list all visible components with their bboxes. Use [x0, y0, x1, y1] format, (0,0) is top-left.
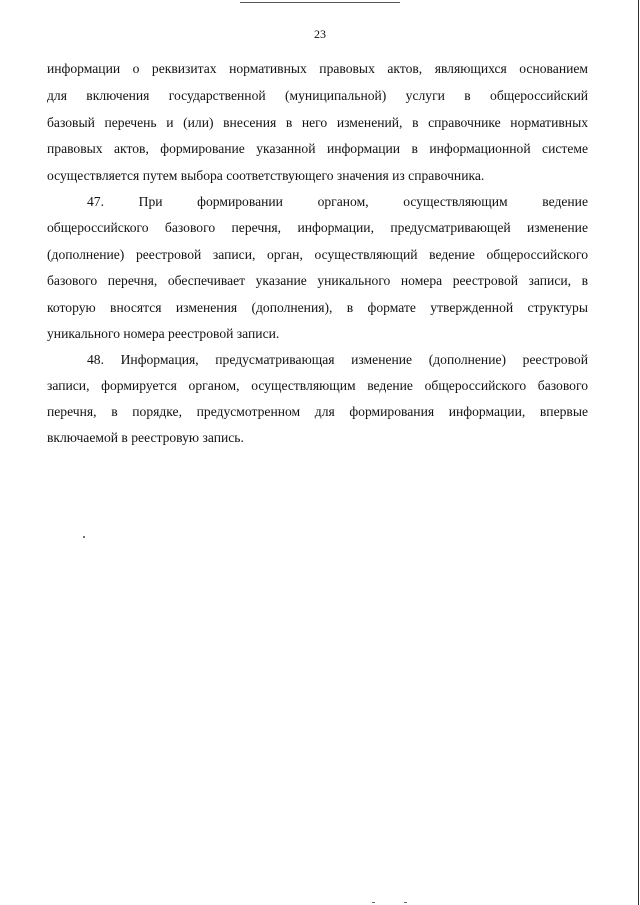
scan-speck-bottom [404, 902, 407, 903]
scan-speck [83, 536, 85, 538]
paragraph-1-line-5: осуществляется путем выбора соответствующего значения из справочника. [47, 168, 485, 183]
paragraph-1-line-3: базовый перечень и (или) внесения в него изменений, в справочнике нормативных [47, 115, 588, 130]
paragraph-47-line-3: (дополнение) реестровой записи, орган, осуществляющий ведение общероссийского [47, 247, 588, 262]
paragraph-47-line-2: общероссийского базового перечня, информации, предусматривающей изменение [47, 220, 588, 235]
paragraph-48-line-2: записи, формируется органом, осуществляющим ведение общероссийского базового [47, 378, 588, 393]
paragraph-48-line-1: 48. Информация, предусматривающая изменение (дополнение) реестровой [87, 352, 588, 367]
scan-speck-bottom [372, 902, 375, 903]
scan-top-edge [240, 2, 400, 3]
paragraph-1-line-4: правовых актов, формирование указанной информации в информационной системе [47, 141, 588, 156]
paragraph-48-line-4: включаемой в реестровую запись. [47, 430, 244, 445]
paragraph-48-line-3: перечня, в порядке, предусмотренном для формирования информации, впервые [47, 404, 588, 419]
scan-right-edge [638, 0, 639, 905]
paragraph-47-line-4: базового перечня, обеспечивает указание уникального номера реестровой записи, в [47, 273, 588, 288]
paragraph-1-line-1: информации о реквизитах нормативных правовых актов, являющихся основанием [47, 61, 588, 76]
paragraph-47-line-1: 47. При формировании органом, осуществляющим ведение [87, 194, 588, 209]
paragraph-47-line-6: уникального номера реестровой записи. [47, 326, 280, 341]
page-number: 23 [314, 27, 326, 41]
paragraph-1-line-2: для включения государственной (муниципальной) услуги в общероссийский [47, 88, 588, 103]
paragraph-47-line-5: которую вносятся изменения (дополнения), в формате утвержденной структуры [47, 300, 588, 315]
